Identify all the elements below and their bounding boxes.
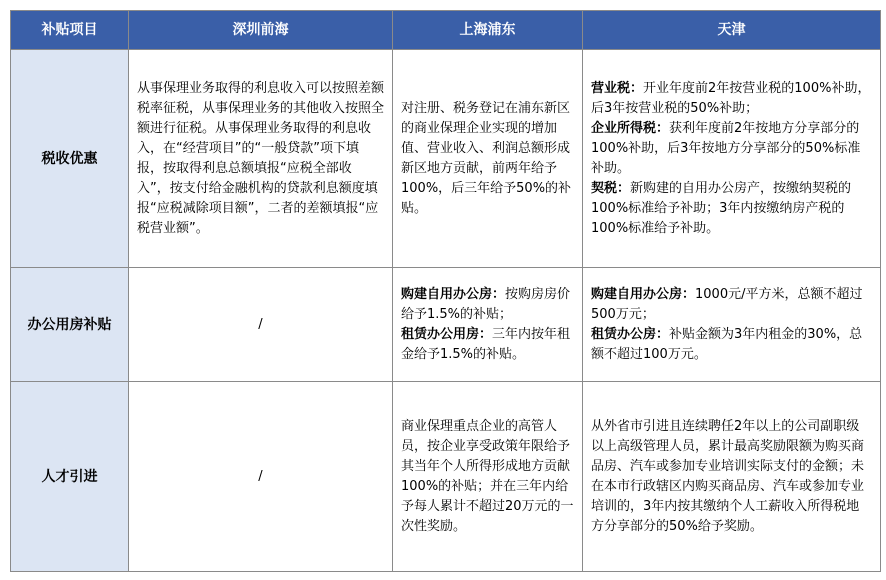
shanghai-purchase-office: 购建自用办公房：按购房房价给予1.5%的补贴；: [401, 286, 571, 322]
header-shanghai: 上海浦东: [393, 11, 583, 50]
cell-talent-tianjin: 从外省市引进且连续聘任2年以上的公司副职级以上高级管理人员，累计最高奖励限额为购买商品房、汽车或参加专业培训实际支付的金额；未在本市行政辖区内购买商品房、汽车或参加专业培训的，3年内按其缴纳个人工薪收入所得税地方分享部分的50%给予奖励。: [583, 382, 881, 572]
cell-talent-shenzhen: /: [129, 382, 393, 572]
shanghai-rent-office: 租赁办公用房：三年内按年租金给予1.5%的补贴。: [401, 326, 571, 362]
tianjin-deed-tax: 契税：新购建的自用办公房产，按缴纳契税的100%标准给予补助；3年内按缴纳房产税的100%标准给予补助。: [591, 180, 852, 236]
row-office: [11, 268, 881, 382]
tianjin-business-tax: 营业税：开业年度前2年按营业税的100%补助，后3年按营业税的50%补助；: [591, 80, 871, 116]
tianjin-purchase-office: 购建自用办公房：1000元/平方米，总额不超过500万元；: [591, 286, 863, 322]
cell-talent-shanghai: 商业保理重点企业的高管人员，按企业享受政策年限给予其当年个人所得形成地方贡献100%的补贴；并在三年内给予每人累计不超过20万元的一次性奖励。: [393, 382, 583, 572]
row-label-talent: 人才引进: [11, 382, 129, 572]
row-label-office: 办公用房补贴: [11, 268, 129, 382]
header-item: 补贴项目: [11, 11, 129, 50]
cell-tax-shanghai: 对注册、税务登记在浦东新区的商业保理企业实现的增加值、营业收入、利润总额形成新区地方贡献，前两年给予100%，后三年给予50%的补贴。: [393, 50, 583, 268]
subsidy-comparison-table: [10, 10, 881, 572]
row-tax: [11, 50, 881, 268]
cell-office-shanghai: [393, 268, 583, 382]
row-talent: [11, 382, 881, 572]
header-tianjin: 天津: [583, 11, 881, 50]
row-label-tax: 税收优惠: [11, 50, 129, 268]
cell-tax-shenzhen: 从事保理业务取得的利息收入可以按照差额税率征税，从事保理业务的其他收入按照全额进行征税。从事保理业务取得的利息收入，在“经营项目”的“一般贷款”项下填报，按取得利息总额填报“应税全部收入”，按支付给金融机构的贷款利息额度填报“应税减除项目额”，二者的差额填报“应税营业额”。: [129, 50, 393, 268]
cell-office-shenzhen: /: [129, 268, 393, 382]
tianjin-rent-office: 租赁办公房：补贴金额为3年内租金的30%，总额不超过100万元。: [591, 326, 863, 362]
header-row: [11, 11, 881, 50]
cell-tax-tianjin: [583, 50, 881, 268]
cell-office-tianjin: [583, 268, 881, 382]
tianjin-income-tax: 企业所得税：获利年度前2年按地方分享部分的100%补助，后3年按地方分享部分的50%标准补助。: [591, 120, 861, 176]
header-shenzhen: 深圳前海: [129, 11, 393, 50]
